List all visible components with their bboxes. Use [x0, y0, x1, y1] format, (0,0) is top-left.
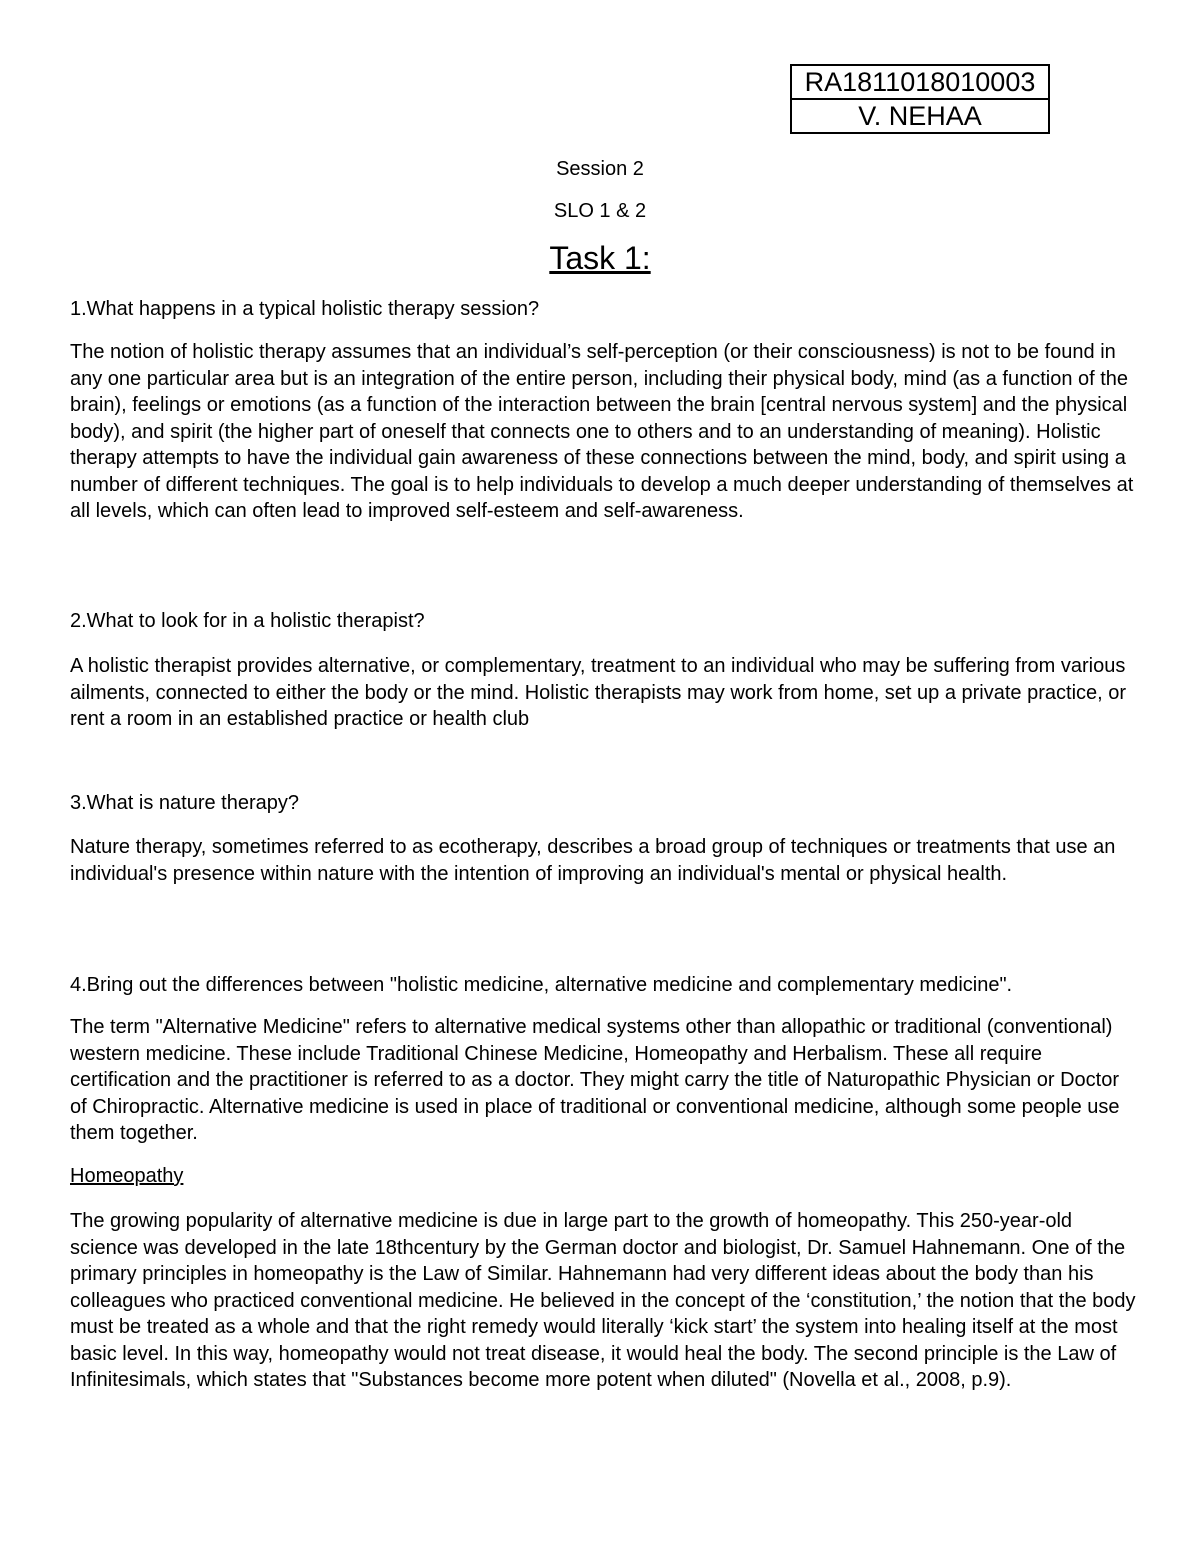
slo-label: SLO 1 & 2 — [553, 200, 647, 222]
student-name: V. NEHAA — [792, 98, 1048, 132]
question-4: 4.Bring out the differences between "holistic medicine, alternative medicine and complementary medicine". — [70, 974, 1013, 996]
homeopathy-heading: Homeopathy — [70, 1165, 184, 1187]
homeopathy-text: The growing popularity of alternative medicine is due in large part to the growth of homeopathy. This 250-year-old science was developed in the late 18thcentury by the German doctor and biologist, Dr. Samuel Hahnemann. One of the primary principles in homeopathy is the Law of Similar. Hahnemann had very different ideas about the body than his colleagues who practiced conventional medicine. He believed in the concept of the ‘constitution,’ the notion that the body must be treated as a whole and that the right remedy would literally ‘kick start’ the system into healing itself at the most basic level. In this way, homeopathy would not treat disease, it would heal the body. The second principle is the Law of Infinitesimals, which states that "Substances become more potent when diluted" (Novella et al., 2008, p.9). — [70, 1210, 1136, 1391]
student-id-box — [790, 64, 1050, 134]
register-number: RA1811018010003 — [804, 67, 1036, 97]
session-label: Session 2 — [556, 158, 644, 180]
question-3: 3.What is nature therapy? — [70, 792, 300, 814]
answer-3: Nature therapy, sometimes referred to as ecotherapy, describes a broad group of techniques or treatments that use an individual's presence within nature with the intention of improving an individual's mental or physical health. — [70, 836, 1116, 885]
answer-2: A holistic therapist provides alternative, or complementary, treatment to an individual who may be suffering from various ailments, connected to either the body or the mind. Holistic therapists may work from home, set up a private practice, or rent a room in an established practice or health club — [70, 655, 1127, 730]
answer-4: The term "Alternative Medicine" refers to alternative medical systems other than allopathic or traditional (conventional) western medicine. These include Traditional Chinese Medicine, Homeopathy and Herbalism. These all require certification and the practitioner is referred to as a doctor. They might carry the title of Naturopathic Physician or Doctor of Chiropractic. Alternative medicine is used in place of traditional or conventional medicine, although some people use them together. — [70, 1016, 1120, 1144]
answer-1: The notion of holistic therapy assumes that an individual’s self-perception (or their consciousness) is not to be found in any one particular area but is an integration of the entire person, including their physical body, mind (as a function of the brain), feelings or emotions (as a function of the interaction between the brain [central nervous system] and the physical body), and spirit (the higher part of oneself that connects one to others and to an understanding of meaning). Holistic therapy attempts to have the individual gain awareness of these connections between the mind, body, and spirit using a number of different techniques. The goal is to help individuals to develop a much deeper understanding of themselves at all levels, which can often lead to improved self-esteem and self-awareness. — [70, 341, 1134, 522]
task-heading-text: Task 1: — [549, 240, 651, 276]
question-2: 2.What to look for in a holistic therapist? — [70, 610, 425, 632]
question-1: 1.What happens in a typical holistic therapy session? — [70, 298, 540, 320]
task-heading — [0, 240, 1200, 277]
